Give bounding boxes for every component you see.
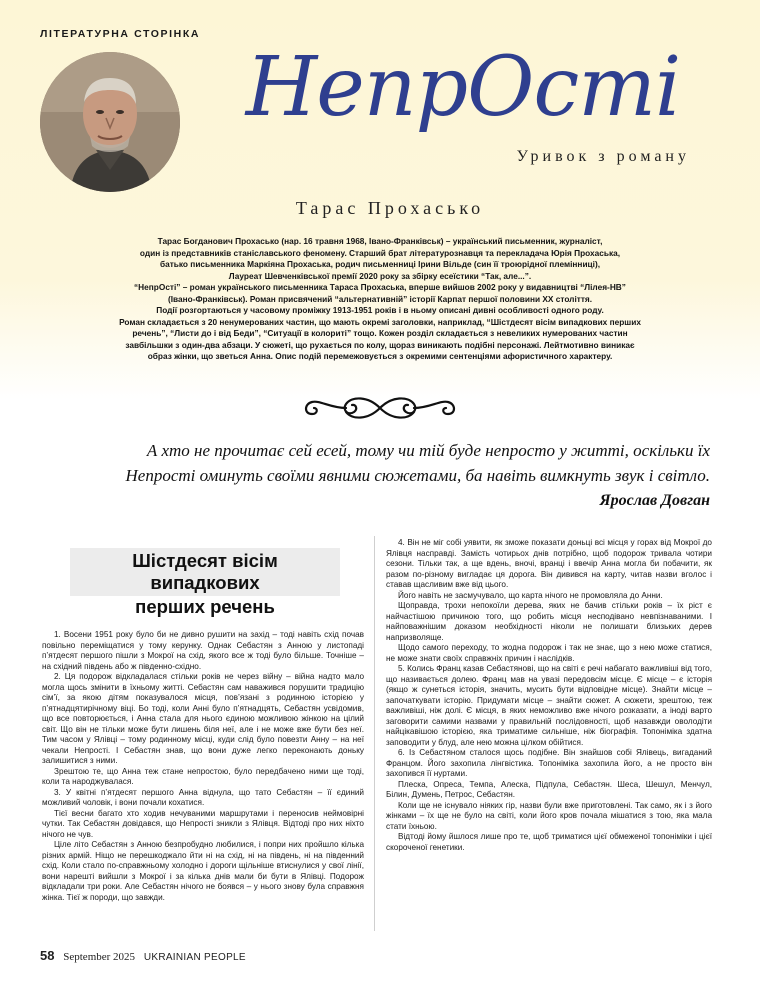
intro-line: один із представників станіславського феномену. Старший брат літературознавця та перекладача Юрія Прохаська, [139, 247, 621, 258]
article-paragraph: Тієї весни багато хто ходив нечуваними маршрутами і переносив неймовірні чутки. Так Себастян довідався, що Непрості зникли з Ялівця. Відтоді про них ніхто нічого не чув. [42, 808, 364, 839]
article-title [70, 548, 340, 618]
page-footer [40, 948, 246, 963]
intro-line: Події розгортаються у часовому проміжку 1913-1951 років і в ньому описані дивні особливості одного роду. [156, 305, 604, 315]
article-paragraph: Щоправда, трохи непокоїли дерева, яких не бачив стільки років – їх ріст є найчастішою причиною того, що робить місця несподівано невпізнаваними. І найповажнішим доказом необхідності ніколи не полишати близьких дерев напризволяще. [386, 601, 712, 642]
article-title-line: Шістдесят вісім випадкових [70, 548, 340, 596]
page-number: 58 [40, 948, 55, 963]
ornament-divider-icon [290, 390, 470, 426]
article-paragraph: 2. Ця подорож відкладалася стільки років не через війну – війна надто мало могла щось змінити в їхньому житті. Себастян сам наважився порушити традицію сім’ї, за якою дітям показувалося місця, пов’язані з родинною історією у п’ятнадцятирічному віці. Бо тоді, коли Анні було п’ятнадцять, Себастян усвідомив, що все повторюється, і Анна стала для нього єдиною можливою жінкою на цілий світ. Що він не тільки може бути лишень біля неї, але і не може вже бути без неї. Тим часом у Ялівці – тому родинному місці, куди слід було повезти Анну – на неї чекали Непрості. І Себастян знав, що вони дуже легко переконають доньку залишитися з ними. [42, 672, 364, 765]
publication-name: UKRAINIAN PEOPLE [143, 952, 246, 963]
article-paragraph: Зрештою те, що Анна теж стане непростою, було передбачено ними ще тоді, коли та народжувалася. [42, 766, 364, 786]
author-photo [40, 52, 180, 192]
intro-line: (Івано-Франківськ). Роман присвячений “альтернативній” історії Карпат першої половини ХХ століття. [167, 293, 593, 304]
subtitle: Уривок з роману [516, 148, 690, 165]
article-paragraph: 4. Він не міг собі уявити, як зможе показати доньці всі місця у горах від Мокрої до Ялівця насправді. Замість чотирьох днів потрібно, щоб подорож тривала чотири сезони. Тільки так, а ще вдень, вночі, вранці і ввечір Анна могла би побачити, як разом по-різному вигладає ця дорога. Він дивився на карту, читав назви вголос і ставав щасливим вже від цього. [386, 538, 712, 589]
book-title: НепрОсті [245, 40, 681, 135]
article-paragraph: 1. Восени 1951 року було би не дивно рушити на захід – тоді навіть схід почав повільно переміщатися у тому керунку. Однак Себастян з Анною у листопаді п’ятдесят першого пішли з Мокрої на схід, якого все ж тоді було більше. Точніше – на східний південь або ж південно-східно. [42, 630, 364, 671]
epigraph [70, 438, 710, 513]
article-paragraph: Відтоді йому йшлося лише про те, щоб триматися цієї обмеженої топоніміки і цієї скороченої генетики. [386, 832, 712, 852]
article-paragraph: 3. У квітні п’ятдесят першого Анна віднула, що тато Себастян – її єдиний можливий чоловік, і вони почали кохатися. [42, 787, 364, 807]
epigraph-attribution: Ярослав Довган [599, 492, 710, 509]
intro-line: Тарас Богданович Прохасько (нар. 16 травня 1968, Івано-Франківськ) – український письменник, журналіст, [157, 236, 603, 246]
article-paragraph: Його навіть не засмучувало, що карта нічого не промовляла до Анни. [398, 590, 663, 600]
article-paragraph: Щодо самого переходу, то жодна подорож і так не знає, що з нею може статися, не може знати своїх справжніх причин і наслідків. [386, 643, 712, 663]
article-paragraph: 5. Колись Франц казав Себастянові, що на світі є речі набагато важливіші від того, що називається долею. Франц мав на увазі передовсім місце. Є місце – є історія (якщо ж сунеться історія, значить, мусить бути відповідне місце). Знайти місце – започаткувати історію. Придумати місце – знайти сюжет. А сюжети, зрештою, теж важливіші, ніж долі. Є місця, в яких неможливо вже нічого розказати, а іноді варто заговорити самими назвами у правильній послідовності, щоб назавжди оволодіти найцікавішою історією, яка триматиме сильніше, ніж біографія. Топоніміка здатна заповодити у блуд, але нею можна цілком обійтися. [386, 664, 712, 747]
intro-line: речень”, “Листи до і від Беди”, “Ситуації в колориті” тощо. Кожен розділ складається з невеликих нумерованих частин [132, 328, 628, 338]
intro-line: завбільшки з один-два абзаци. У сюжеті, що рухається по колу, щораз виникають подібні персонажі. Лейтмотивно виникає [125, 339, 635, 350]
intro-line: образ жінки, що зветься Анна. Опис подій перемежовується з окремими сентенціями афористичного характеру. [147, 351, 613, 361]
article-paragraph: Коли ще не існувало ніяких гір, назви були вже приготовлені. Так само, як і з його жінками – їх ще не було на світі, коли його кров почала мішатися з тою, яка мала стати їхньою. [386, 800, 712, 831]
article-right-column [386, 538, 712, 853]
column-divider [374, 536, 375, 931]
author-portrait-image [40, 52, 180, 192]
epigraph-line: А хто не прочитає сей есей, тому чи тій буде непросто у житті, оскільки їх [146, 441, 710, 460]
article-paragraph: Плеска, Опреса, Темпа, Алеска, Підпула, Себастян. Шеса, Шешул, Менчул, Білин, Думень, Петрос, Себастян. [386, 779, 712, 799]
author-name: Тарас Прохасько [295, 198, 485, 218]
issue-date: September 2025 [63, 951, 136, 963]
intro-line: батько письменника Маркіяна Прохаська, родич письменниці Ірини Вільде (син її троюрідної племінниці), [159, 259, 601, 269]
article-title-line: перших речень [135, 596, 275, 617]
epigraph-line: Непрості оминуть своїми явними сюжетами, ба навіть вимкнуть звук і світло. [125, 466, 710, 485]
author-intro [40, 236, 720, 363]
intro-line: Лауреат Шевченківської премії 2020 року за збірку есеїстики “Так, але...”. [228, 270, 532, 281]
section-label: ЛІТЕРАТУРНА СТОРІНКА [40, 28, 201, 40]
article-paragraph: 6. Із Себастяном сталося щось подібне. Він знайшов собі Ялівець, вигаданий Францом. Його захопила лінгвістика. Топоніміка захопила його, а не просто він захопився її нуртами. [386, 748, 712, 778]
intro-line: Роман складається з 20 ненумерованих частин, що мають окремі заголовки, наприклад, “Шістдесят вісім випадкових перших [119, 316, 641, 327]
intro-line: “НепрОсті” – роман українського письменника Тараса Прохаська, вперше вийшов 2002 року у видавництві “Лілея-НВ” [134, 282, 626, 292]
article-left-column [42, 548, 364, 903]
article-paragraph: Ціле літо Себастян з Анною безпробудно любилися, і попри них пройшло кілька різних армій. Ніщо не перешкоджало йти ні на схід, ні на південь, ні на південний схід. Коли стало по-справжньому холодно і дороги щільніше втиснулися у свої лінії, вони нарешті вийшли з Мокрої і за кілька днів мали би бути в Ялівці. Подорож відкладали три роки. Але Себастян нічого не боявся – у нього знову була справжня жінка. Тієї ж породи, що завжди. [42, 840, 364, 902]
